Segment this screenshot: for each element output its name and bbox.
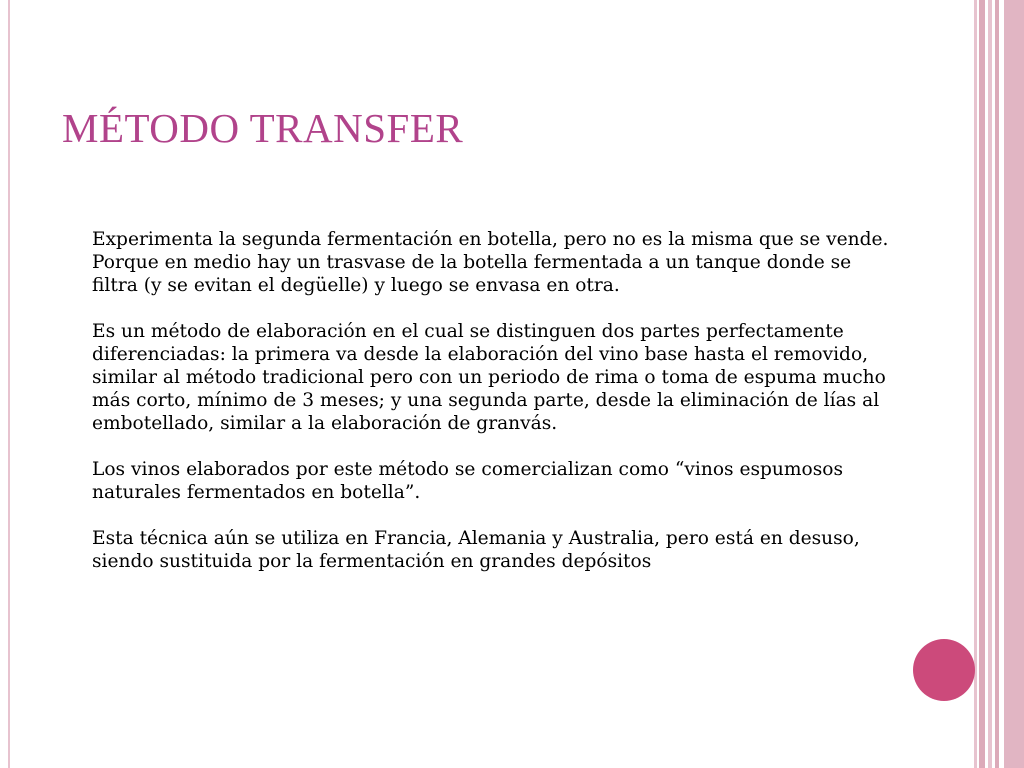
right-stripe	[974, 0, 977, 768]
body-paragraph-4: Esta técnica aún se utiliza en Francia, Alemania y Australia, pero está en desuso, siendo sustituida por la fermentación en grandes depósitos	[92, 528, 860, 572]
right-stripe	[995, 0, 999, 768]
body-paragraph-3: Los vinos elaborados por este método se comercializan como “vinos espumosos naturales fermentados en botella”.	[92, 459, 844, 503]
right-stripe	[988, 0, 992, 768]
decorative-circle	[913, 639, 975, 701]
left-border-line	[8, 0, 10, 768]
slide-body	[92, 228, 892, 573]
slide-title: MÉTODO TRANSFER	[62, 105, 464, 151]
right-stripe-wide	[1004, 0, 1024, 768]
body-paragraph-2: Es un método de elaboración en el cual se distinguen dos partes perfectamente diferenciadas: la primera va desde la elaboración del vino base hasta el removido, similar al método tradicional pero con un periodo de rima o toma de espuma mucho más corto, mínimo de 3 meses; y una segunda parte, desde la eliminación de lías al embotellado, similar a la elaboración de granvás.	[92, 321, 886, 434]
right-stripe	[979, 0, 985, 768]
body-paragraph-1: Experimenta la segunda fermentación en botella, pero no es la misma que se vende. Porque en medio hay un trasvase de la botella fermentada a un tanque donde se filtra (y se evitan el degüelle) y luego se envasa en otra.	[92, 229, 889, 296]
